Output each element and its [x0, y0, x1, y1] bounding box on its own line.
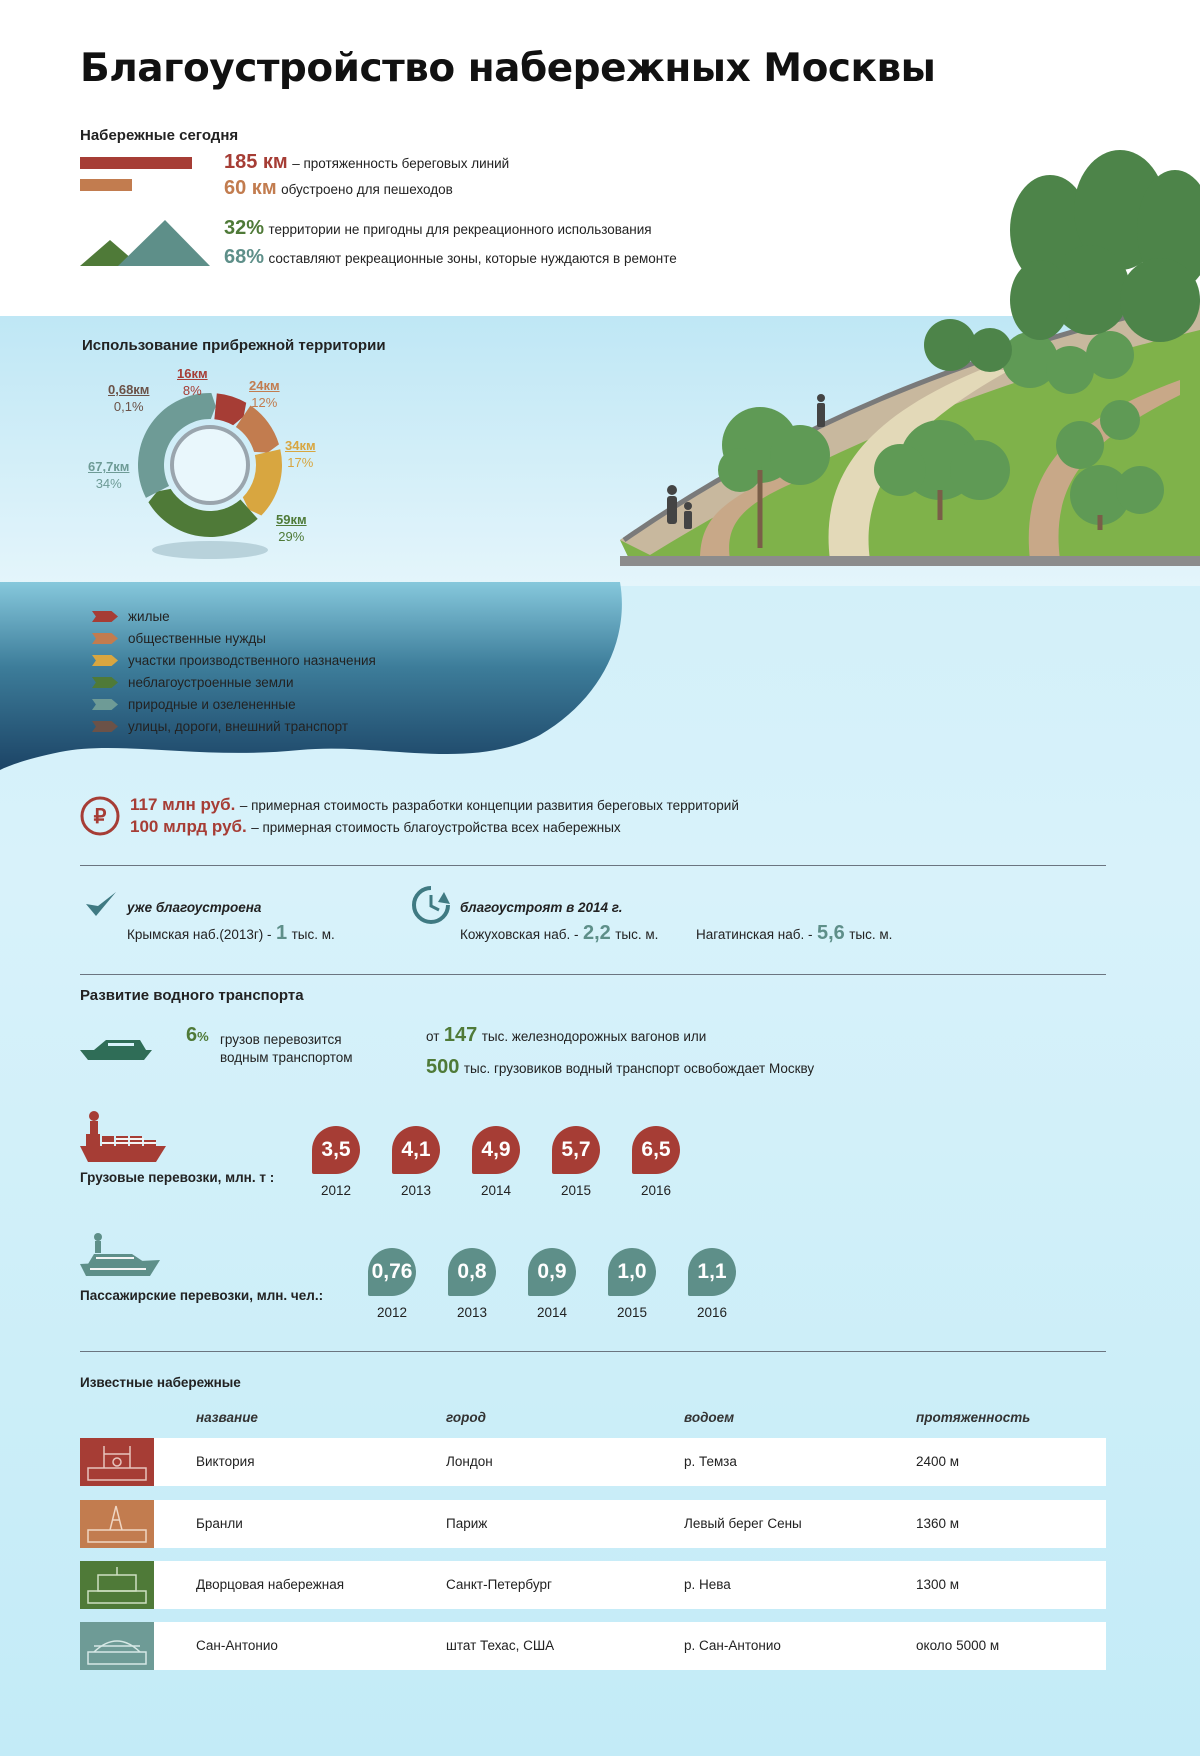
table-row	[80, 1438, 1106, 1486]
today-heading: Набережные сегодня	[80, 127, 239, 144]
row-city: Париж	[446, 1516, 488, 1531]
relief-text-2: тыс. грузовиков водный транспорт освобождает Москву	[463, 1061, 815, 1076]
row-length: около 5000 м	[916, 1638, 1000, 1653]
col-header-length: протяженность	[916, 1410, 1031, 1425]
bubble-year: 2013	[400, 1183, 432, 1198]
legend-item	[92, 653, 376, 668]
bubble-year: 2014	[480, 1183, 512, 1198]
donut-label-value: 0,68км	[108, 382, 150, 397]
row-water: Левый берег Сены	[684, 1516, 802, 1531]
legend-label: природные и озелененные	[128, 697, 296, 712]
water-share-pct: %	[197, 1029, 209, 1044]
pedestrian-bar	[80, 179, 132, 191]
legend-label: улицы, дороги, внешний транспорт	[128, 719, 349, 734]
coastline-bar	[80, 157, 192, 169]
big-ben-icon	[80, 1438, 154, 1486]
row-city: Лондон	[446, 1454, 493, 1469]
mountains-icon	[80, 218, 210, 268]
relief-line-1	[426, 1024, 706, 1047]
bubble-year: 2016	[696, 1305, 728, 1320]
relief-text-1: тыс. железнодорожных вагонов или	[481, 1029, 707, 1044]
done-item-value: 1	[275, 922, 288, 944]
donut-label-percent: 0,1%	[113, 399, 144, 414]
cargo-chart-title: Грузовые перевозки, млн. т :	[80, 1170, 275, 1185]
legend-swatch	[92, 611, 118, 622]
total-cost-value: 100 млрд руб.	[130, 817, 247, 836]
planned-item-1-unit: тыс. м.	[615, 927, 659, 942]
legend-swatch	[92, 655, 118, 666]
donut-label-value: 59км	[276, 512, 307, 527]
bridge-icon	[80, 1622, 154, 1670]
cargo-ship-icon	[80, 1110, 166, 1162]
legend-swatch	[92, 699, 118, 710]
col-header-city: город	[446, 1410, 486, 1425]
done-item-name: Крымская наб.(2013г) -	[127, 927, 272, 942]
coastline-text: – протяженность береговых линий	[292, 156, 510, 171]
legend-item	[92, 631, 266, 646]
row-length: 2400 м	[916, 1454, 960, 1469]
legend-swatch	[92, 677, 118, 688]
legend-item	[92, 697, 296, 712]
done-heading: уже благоустроена	[127, 900, 262, 915]
planned-item-1	[460, 922, 658, 945]
legend-item	[92, 719, 348, 734]
passenger-ship-icon	[80, 1232, 160, 1276]
water-share-value: 6	[186, 1024, 198, 1046]
divider-3	[80, 1351, 1106, 1352]
relief-value-1: 147	[443, 1024, 478, 1046]
bubble-year: 2016	[640, 1183, 672, 1198]
ruble-icon	[80, 796, 120, 836]
donut-label-value: 24км	[249, 378, 280, 393]
relief-value-2: 500	[426, 1056, 460, 1078]
bubble-value: 0,76	[368, 1248, 416, 1296]
bubble-year: 2012	[376, 1305, 408, 1320]
usage-heading: Использование прибрежной территории	[82, 337, 386, 354]
passenger-chart-title: Пассажирские перевозки, млн. чел.:	[80, 1288, 324, 1303]
planned-item-2	[696, 922, 892, 945]
donut-label	[285, 437, 316, 471]
legend-label: участки производственного назначения	[128, 653, 376, 668]
water-heading: Развитие водного транспорта	[80, 987, 304, 1004]
today-line-2	[224, 177, 453, 200]
table-row	[80, 1500, 1106, 1548]
water-share	[186, 1024, 209, 1047]
row-name: Дворцовая набережная	[196, 1577, 345, 1592]
recreation-value: 68%	[224, 246, 265, 268]
boat-icon	[80, 1036, 152, 1060]
bubble-year: 2013	[456, 1305, 488, 1320]
coastline-value: 185 км	[224, 151, 288, 173]
done-item	[127, 922, 335, 945]
divider-2	[80, 974, 1106, 975]
clock-icon	[410, 884, 452, 926]
planned-item-2-value: 5,6	[816, 922, 845, 944]
famous-heading: Известные набережные	[80, 1375, 241, 1390]
bubble-value: 1,1	[688, 1248, 736, 1296]
eiffel-tower-icon	[80, 1500, 154, 1548]
donut-label	[88, 458, 129, 492]
bubble-value: 6,5	[632, 1126, 680, 1174]
col-header-water: водоем	[684, 1410, 735, 1425]
cost-line-1	[130, 795, 739, 815]
bubble-value: 4,9	[472, 1126, 520, 1174]
legend-item	[92, 675, 293, 690]
legend-item	[92, 609, 170, 624]
donut-label	[249, 377, 280, 411]
donut-label	[108, 381, 149, 415]
bubble-value: 0,9	[528, 1248, 576, 1296]
donut-label-percent: 29%	[278, 529, 305, 544]
col-header-name: название	[196, 1410, 258, 1425]
bubble-value: 1,0	[608, 1248, 656, 1296]
table-row	[80, 1622, 1106, 1670]
donut-label-percent: 34%	[95, 476, 122, 491]
row-water: р. Темза	[684, 1454, 737, 1469]
today-line-3	[224, 217, 652, 240]
row-water: р. Сан-Антонио	[684, 1638, 781, 1653]
legend-label: общественные нужды	[128, 631, 267, 646]
planned-item-2-name: Нагатинская наб. -	[696, 927, 813, 942]
water-share-text-1: грузов перевозится	[220, 1032, 342, 1047]
bubble-year: 2012	[320, 1183, 352, 1198]
legend-label: неблагоустроенные земли	[128, 675, 294, 690]
planned-item-1-name: Кожуховская наб. -	[460, 927, 579, 942]
planned-item-2-unit: тыс. м.	[849, 927, 893, 942]
today-line-4	[224, 246, 677, 269]
legend-swatch	[92, 721, 118, 732]
donut-label-percent: 17%	[287, 455, 314, 470]
cost-line-2	[130, 817, 621, 837]
row-name: Сан-Антонио	[196, 1638, 278, 1653]
donut-label-value: 34км	[285, 438, 316, 453]
bubble-value: 4,1	[392, 1126, 440, 1174]
donut-label-percent: 8%	[182, 383, 202, 398]
bubble-year: 2014	[536, 1305, 568, 1320]
planned-item-1-value: 2,2	[582, 922, 611, 944]
bubble-year: 2015	[560, 1183, 592, 1198]
bubble-value: 3,5	[312, 1126, 360, 1174]
row-city: Санкт-Петербург	[446, 1577, 552, 1592]
donut-label	[276, 511, 307, 545]
donut-label	[177, 365, 208, 399]
donut-center	[172, 427, 248, 503]
donut-label-value: 67,7км	[88, 459, 130, 474]
bubble-value: 5,7	[552, 1126, 600, 1174]
unsuitable-text: территории не пригодны для рекреационного использования	[268, 222, 652, 237]
row-name: Бранли	[196, 1516, 243, 1531]
row-name: Виктория	[196, 1454, 255, 1469]
concept-cost-text: – примерная стоимость разработки концепции развития береговых территорий	[239, 798, 739, 813]
divider-1	[80, 865, 1106, 866]
total-cost-text: – примерная стоимость благоустройства всех набережных	[251, 820, 621, 835]
row-length: 1300 м	[916, 1577, 960, 1592]
today-line-1	[224, 151, 509, 174]
bubble-value: 0,8	[448, 1248, 496, 1296]
pedestrian-text: обустроено для пешеходов	[281, 182, 453, 197]
row-length: 1360 м	[916, 1516, 960, 1531]
recreation-text: составляют рекреационные зоны, которые нуждаются в ремонте	[268, 251, 677, 266]
pedestrian-value: 60 км	[224, 177, 277, 199]
concept-cost-value: 117 млн руб.	[130, 795, 236, 814]
svg-text:₽: ₽	[93, 806, 107, 828]
unsuitable-value: 32%	[224, 217, 265, 239]
planned-heading: благоустроят в 2014 г.	[460, 900, 623, 915]
water-share-text-2: водным транспортом	[220, 1050, 353, 1065]
done-item-unit: тыс. м.	[291, 927, 335, 942]
checkmark-icon	[84, 890, 118, 920]
palace-icon	[80, 1561, 154, 1609]
row-city: штат Техас, США	[446, 1638, 555, 1653]
donut-label-percent: 12%	[251, 395, 278, 410]
page-title: Благоустройство набережных Москвы	[80, 46, 936, 91]
relief-line-2	[426, 1056, 814, 1079]
donut-label-value: 16км	[177, 366, 208, 381]
relief-prefix: от	[426, 1029, 440, 1044]
legend-swatch	[92, 633, 118, 644]
legend-label: жилые	[128, 609, 170, 624]
table-row	[80, 1561, 1106, 1609]
bubble-year: 2015	[616, 1305, 648, 1320]
row-water: р. Нева	[684, 1577, 731, 1592]
